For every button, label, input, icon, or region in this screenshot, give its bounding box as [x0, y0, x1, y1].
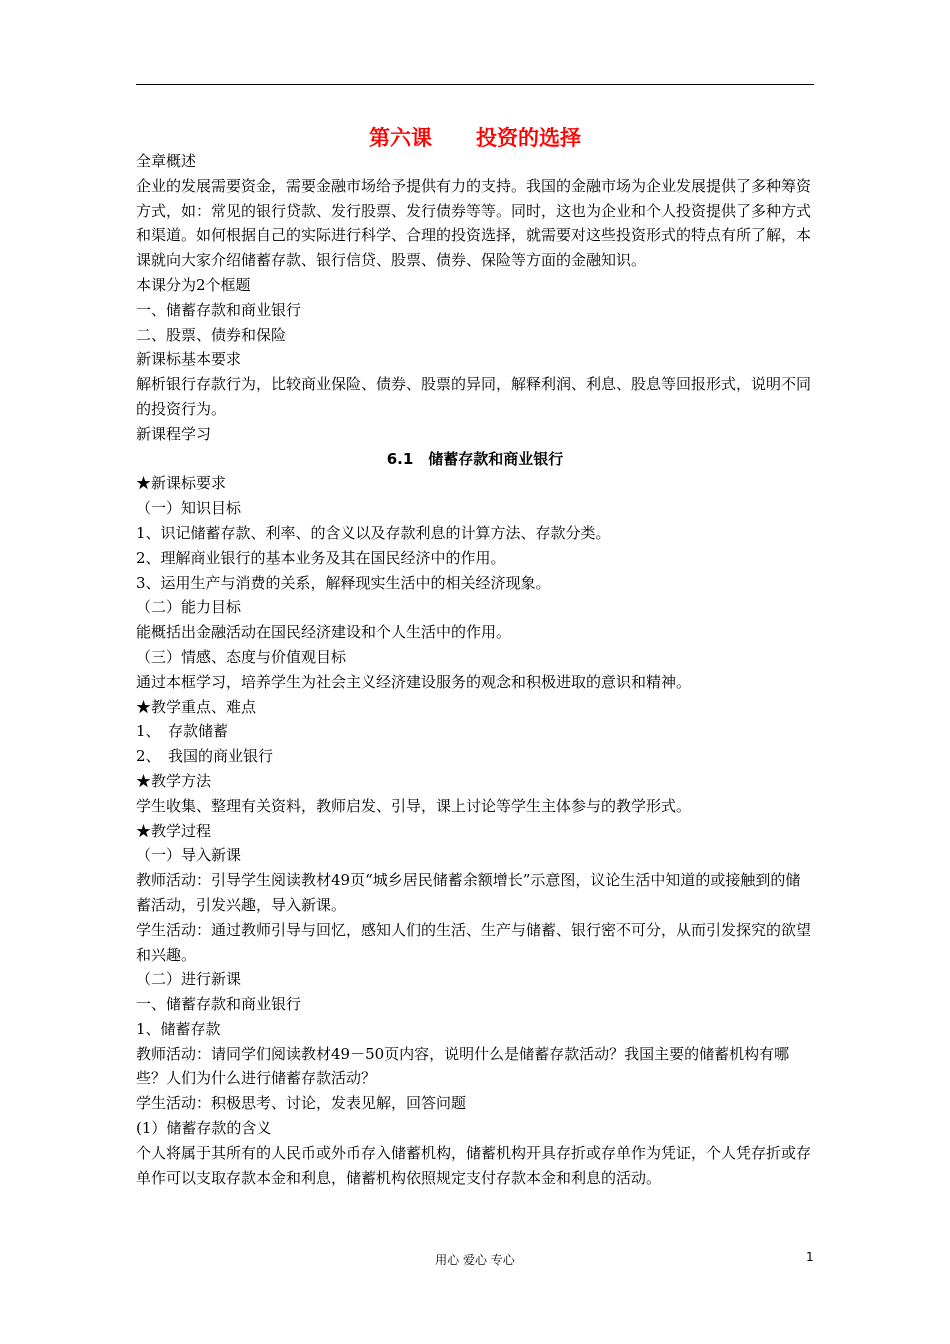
- paragraph: 2、理解商业银行的基本业务及其在国民经济中的作用。: [136, 548, 506, 567]
- paragraph: 个人将属于其所有的人民币或外币存入储蓄机构，储蓄机构开具存折或存单作为凭证，个人凭存折或存单作可以支取存款本金和利息，储蓄机构依照规定支付存款本金和利息的活动。: [136, 1143, 812, 1187]
- paragraph: 解析银行存款行为，比较商业保险、债券、股票的异同，解释利润、利息、股息等回报形式，说明不同的投资行为。: [136, 375, 812, 418]
- paragraph: 本课分为2个框题: [136, 275, 251, 294]
- paragraph: 企业的发展需要资金，需要金融市场给予提供有力的支持。我国的金融市场为企业发展提供了多种筹资方式，如：常见的银行贷款、发行股票、发行债券等等。同时，这也为企业和个人投资提供了多种方式和渠道。如何根据自己的实际进行科学、合理的投资选择，就需要对这些投资形式的特点有所了解，本课就向大家介绍储蓄存款、银行信贷、股票、债券、保险等方面的金融知识。: [136, 176, 812, 270]
- document-body: [136, 149, 814, 1190]
- lesson-number: 第六课: [369, 126, 432, 150]
- paragraph: ★教学过程: [136, 821, 212, 840]
- paragraph: 能概括出金融活动在国民经济建设和个人生活中的作用。: [136, 623, 512, 642]
- paragraph: (1）储蓄存款的含义: [136, 1119, 272, 1138]
- lesson-name: 投资的选择: [476, 126, 581, 150]
- paragraph: （二）能力目标: [136, 598, 242, 617]
- paragraph: 1、 存款储蓄: [136, 722, 229, 741]
- paragraph: ★教学重点、难点: [136, 697, 257, 716]
- paragraph: 1、识记储蓄存款、利率、的含义以及存款利息的计算方法、存款分类。: [136, 523, 611, 542]
- paragraph: （一）知识目标: [136, 499, 242, 518]
- paragraph: 2、 我国的商业银行: [136, 747, 274, 766]
- header-rule: [136, 84, 814, 85]
- paragraph: 一、储蓄存款和商业银行: [136, 300, 302, 319]
- paragraph: 新课标基本要求: [136, 350, 242, 369]
- paragraph: 学生活动：积极思考、讨论，发表见解，回答问题: [136, 1094, 467, 1113]
- paragraph: 学生收集、整理有关资料，教师启发、引导，课上讨论等学生主体参与的教学形式。: [136, 796, 692, 815]
- paragraph: （一）导入新课: [136, 846, 242, 865]
- paragraph: 学生活动：通过教师引导与回忆，感知人们的生活、生产与储蓄、银行密不可分，从而引发探究的欲望和兴趣。: [136, 920, 812, 964]
- section-heading: 6.1 储蓄存款和商业银行: [386, 449, 564, 468]
- lesson-title: [136, 122, 814, 152]
- paragraph: 3、运用生产与消费的关系，解释现实生活中的相关经济现象。: [136, 573, 551, 592]
- paragraph: ★教学方法: [136, 771, 212, 790]
- page-footer: 用心 爱心 专心: [435, 1253, 515, 1267]
- paragraph: （二）进行新课: [136, 970, 242, 989]
- paragraph: ★新课标要求: [136, 474, 227, 493]
- page-number: 1: [806, 1250, 814, 1264]
- paragraph: 新课程学习: [136, 424, 212, 443]
- paragraph: 教师活动：请同学们阅读教材49－50页内容，说明什么是储蓄存款活动？我国主要的储蓄机构有哪些？人们为什么进行储蓄存款活动？: [136, 1044, 790, 1088]
- paragraph: 通过本框学习，培养学生为社会主义经济建设服务的观念和积极进取的意识和精神。: [136, 672, 692, 691]
- paragraph: 1、储蓄存款: [136, 1019, 221, 1038]
- paragraph: 全章概述: [136, 152, 197, 170]
- paragraph: （三）情感、态度与价值观目标: [136, 647, 347, 666]
- paragraph: 二、股票、债券和保险: [136, 325, 287, 344]
- paragraph: 教师活动：引导学生阅读教材49页“城乡居民储蓄余额增长”示意图，议论生活中知道的或接触到的储蓄活动，引发兴趣，导入新课。: [136, 871, 801, 914]
- paragraph: 一、储蓄存款和商业银行: [136, 995, 302, 1014]
